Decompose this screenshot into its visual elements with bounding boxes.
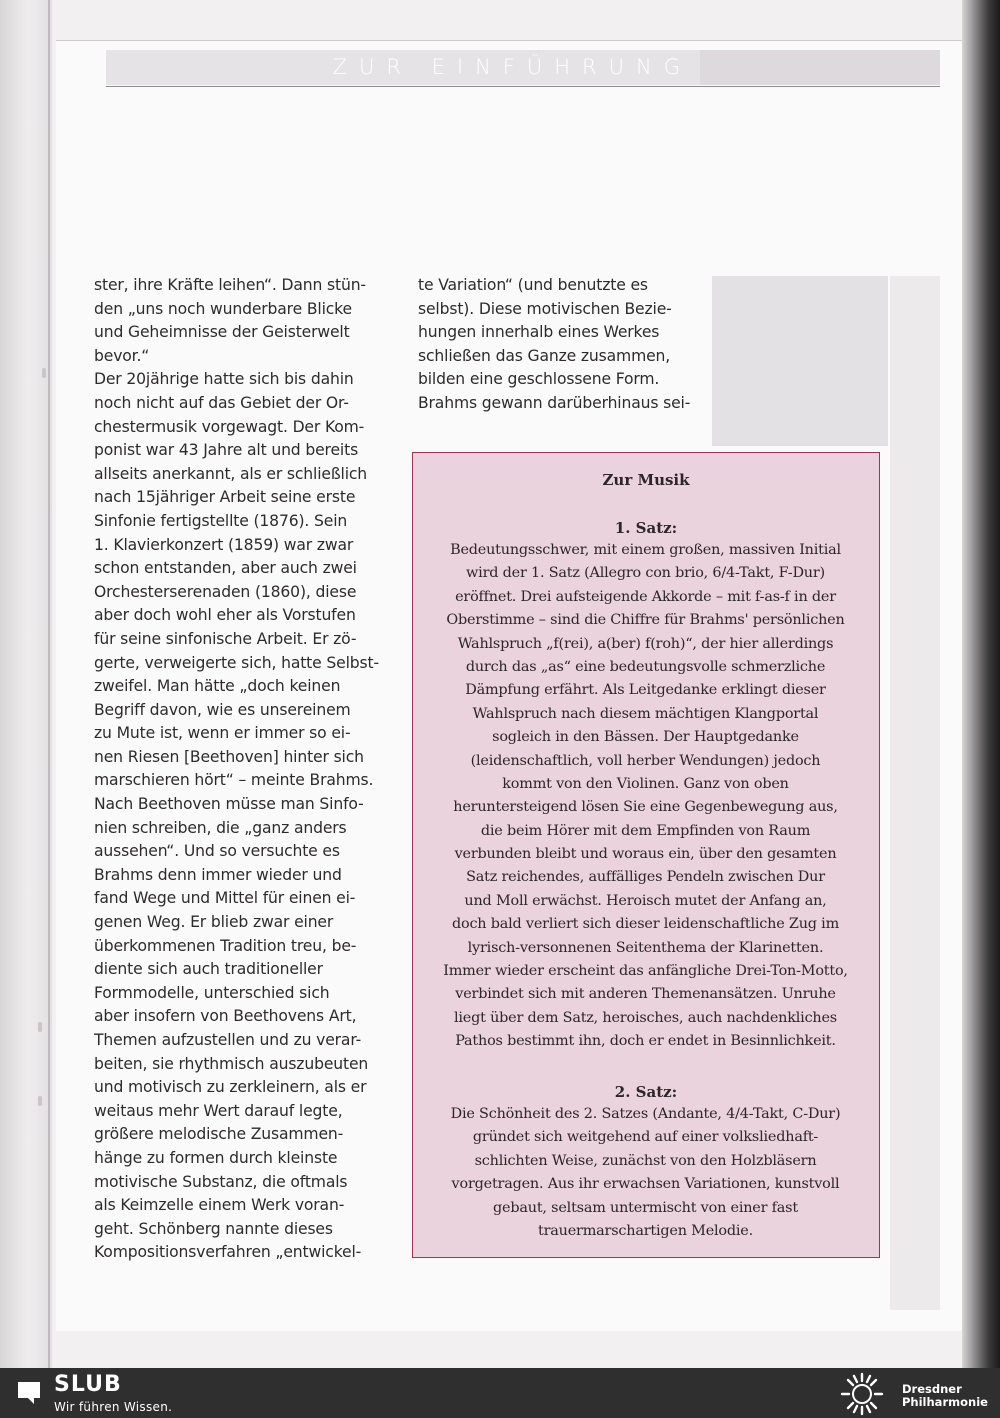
text-line: weitaus mehr Wert darauf legte, — [94, 1101, 343, 1120]
text-line: nien schreiben, die „ganz anders — [94, 818, 347, 837]
text-line: schon entstanden, aber auch zwei — [94, 559, 357, 578]
text-line: aber doch wohl eher als Vorstufen — [94, 606, 356, 625]
binding-hole — [42, 368, 46, 378]
text-line: aussehen“. Und so versuchte es — [94, 842, 340, 861]
text-line: geht. Schönberg nannte dieses — [94, 1219, 333, 1238]
text-line: aber insofern von Beethovens Art, — [94, 1007, 357, 1026]
text-line: Satz reichendes, auffälliges Pendeln zwischen Dur — [466, 869, 825, 886]
text-line: nen Riesen [Beethoven] hinter sich — [94, 747, 364, 766]
text-line: und motivisch zu zerkleinern, als er — [94, 1078, 367, 1097]
text-line: ponist war 43 Jahre alt und bereits — [94, 441, 359, 460]
text-line: Begriff davon, wie es unsereinem — [94, 700, 351, 719]
text-line: die beim Hörer mit dem Empfinden von Raum — [480, 822, 811, 839]
text-line: Pathos bestimmt ihn, doch er endet in Besinnlichkeit. — [455, 1033, 836, 1050]
text-line: sogleich in den Bässen. Der Hauptgedanke — [492, 729, 799, 746]
right-page-edge — [962, 0, 1000, 1368]
left-page-edge — [0, 0, 52, 1368]
text-line: den „uns noch wunderbare Blicke — [94, 299, 352, 318]
text-line: Oberstimme – sind die Chiffre für Brahms' persönlichen — [446, 612, 845, 629]
text-line: schließen das Ganze zusammen, — [418, 346, 671, 365]
text-line: Der 20jährige hatte sich bis dahin — [94, 370, 354, 389]
text-line: diente sich auch traditioneller — [94, 960, 323, 979]
text-line: Wahlspruch „f(rei), a(ber) f(roh)“, der hier allerdings — [457, 635, 834, 652]
binding-hole — [38, 1096, 42, 1106]
dp-name-line2: Philharmonie — [902, 1395, 988, 1409]
text-line: vorgetragen. Aus ihr erwachsen Variationen, kunstvoll — [451, 1176, 840, 1193]
text-line: beiten, sie rhythmisch auszubeuten — [94, 1054, 369, 1073]
music-info-box — [412, 452, 880, 1258]
text-line: bilden eine geschlossene Form. — [418, 370, 660, 389]
text-line: Sinfonie fertigstellte (1876). Sein — [94, 511, 348, 530]
header-band — [700, 50, 940, 85]
text-line: überkommenen Tradition treu, be- — [94, 936, 357, 955]
text-line: marschieren hört“ – meinte Brahms. — [94, 771, 374, 790]
binding-hole — [38, 1022, 42, 1032]
text-line: liegt über dem Satz, heroisches, auch nachdenkliches — [453, 1009, 837, 1026]
text-line: genen Weg. Er blieb zwar einer — [94, 913, 334, 932]
text-line: chestermusik vorgewagt. Der Kom- — [94, 417, 365, 436]
text-line: motivische Substanz, die oftmals — [94, 1172, 348, 1191]
text-line: durch das „as“ eine bedeutungsvolle schmerzliche — [465, 658, 826, 675]
dp-name-line1: Dresdner — [902, 1382, 962, 1396]
box-title: Zur Musik — [602, 471, 690, 489]
dresdner-philharmonie-name — [902, 1383, 988, 1409]
text-line: gerte, verweigerte sich, hatte Selbst- — [94, 653, 379, 672]
text-line: gründet sich weitgehend auf einer volksliedhaft- — [472, 1129, 819, 1146]
movement-2-heading: 2. Satz: — [614, 1083, 678, 1101]
text-line: te Variation“ (und benutzte es — [418, 276, 648, 294]
text-line: und Moll erwächst. Heroisch mutet der Anfang an, — [464, 892, 827, 909]
header-rule — [106, 86, 940, 87]
text-line: verbunden bleibt und woraus ein, über den gesamten — [454, 846, 837, 863]
text-line: doch bald verliert sich dieser leidenschaftliche Zug im — [451, 916, 840, 933]
text-line: heruntersteigend lösen Sie eine Gegenbewegung aus, — [453, 799, 838, 816]
text-line: trauermarschartigen Melodie. — [538, 1222, 753, 1239]
text-line: Nach Beethoven müsse man Sinfo- — [94, 795, 364, 814]
text-line: Brahms denn immer wieder und — [94, 865, 342, 884]
text-line: wird der 1. Satz (Allegro con brio, 6/4-Takt, F-Dur) — [466, 565, 825, 582]
text-line: Dämpfung erfährt. Als Leitgedanke erklingt dieser — [465, 682, 826, 699]
text-line: ster, ihre Kräfte leihen“. Dann stün- — [94, 276, 366, 294]
text-line: gebaut, seltsam untermischt von einer fast — [493, 1199, 798, 1216]
text-line: 1. Klavierkonzert (1859) war zwar — [94, 535, 354, 554]
text-line: Formmodelle, unterschied sich — [94, 983, 330, 1002]
movement-1-heading: 1. Satz: — [614, 519, 678, 537]
side-strip — [890, 276, 940, 1310]
section-title: ZUR EINFÜHRUNG — [332, 55, 692, 79]
middle-text-column — [418, 274, 714, 416]
text-line: kommt von den Violinen. Ganz von oben — [502, 775, 789, 792]
left-text-column — [94, 274, 390, 1265]
gutter-line — [48, 0, 50, 1368]
text-line: Brahms gewann darüberhinaus sei- — [418, 393, 691, 412]
movement-1-text — [423, 539, 868, 1054]
text-line: allseits anerkannt, als er schließlich — [94, 464, 368, 483]
text-line: für seine sinfonische Arbeit. Er zö- — [94, 629, 357, 648]
text-line: Bedeutungsschwer, mit einem großen, massiven Initial — [450, 542, 841, 558]
text-line: Immer wieder erscheint das anfängliche Drei-Ton-Motto, — [443, 963, 848, 980]
text-line: Kompositionsverfahren „entwickel- — [94, 1243, 362, 1262]
slub-name: SLUB — [54, 1372, 122, 1397]
text-line: Die Schönheit des 2. Satzes (Andante, 4/4-Takt, C-Dur) — [450, 1106, 841, 1122]
movement-2-text — [423, 1103, 868, 1243]
text-line: verbindet sich mit anderen Themenansätzen. Unruhe — [455, 986, 836, 1003]
text-line: bevor.“ — [94, 346, 150, 365]
text-line: eröffnet. Drei aufsteigende Akkorde – mit f-as-f in der — [455, 588, 836, 605]
text-line: Orchesterserenaden (1860), diese — [94, 582, 357, 601]
text-line: selbst). Diese motivischen Bezie- — [418, 299, 672, 318]
text-line: hänge zu formen durch kleinste — [94, 1148, 338, 1167]
text-line: größere melodische Zusammen- — [94, 1125, 344, 1144]
text-line: als Keimzelle einem Werk voran- — [94, 1196, 345, 1215]
text-line: (leidenschaftlich, voll herber Wendungen) jedoch — [470, 752, 821, 769]
text-line: zu Mute ist, wenn er immer so ei- — [94, 724, 351, 743]
text-line: und Geheimnisse der Geisterwelt — [94, 323, 350, 342]
text-line: Themen aufzustellen und zu verar- — [94, 1031, 362, 1049]
text-line: zweifel. Man hätte „doch keinen — [94, 677, 341, 696]
text-line: nach 15jähriger Arbeit seine erste — [94, 488, 356, 507]
text-line: Wahlspruch nach diesem mächtigen Klangportal — [472, 705, 819, 722]
text-line: hungen innerhalb eines Werkes — [418, 323, 660, 342]
text-line: schlichten Weise, zunächst von den Holzbläsern — [474, 1152, 817, 1169]
slub-logo-icon — [14, 1376, 44, 1406]
text-line: fand Wege und Mittel für einen ei- — [94, 889, 356, 908]
side-panel — [712, 276, 888, 446]
slub-tagline: Wir führen Wissen. — [54, 1400, 173, 1414]
text-line: lyrisch-versonnenen Seitenthema der Klarinetten. — [467, 939, 824, 956]
text-line: noch nicht auf das Gebiet der Or- — [94, 393, 349, 412]
dresdner-philharmonie-logo-icon — [838, 1372, 886, 1416]
